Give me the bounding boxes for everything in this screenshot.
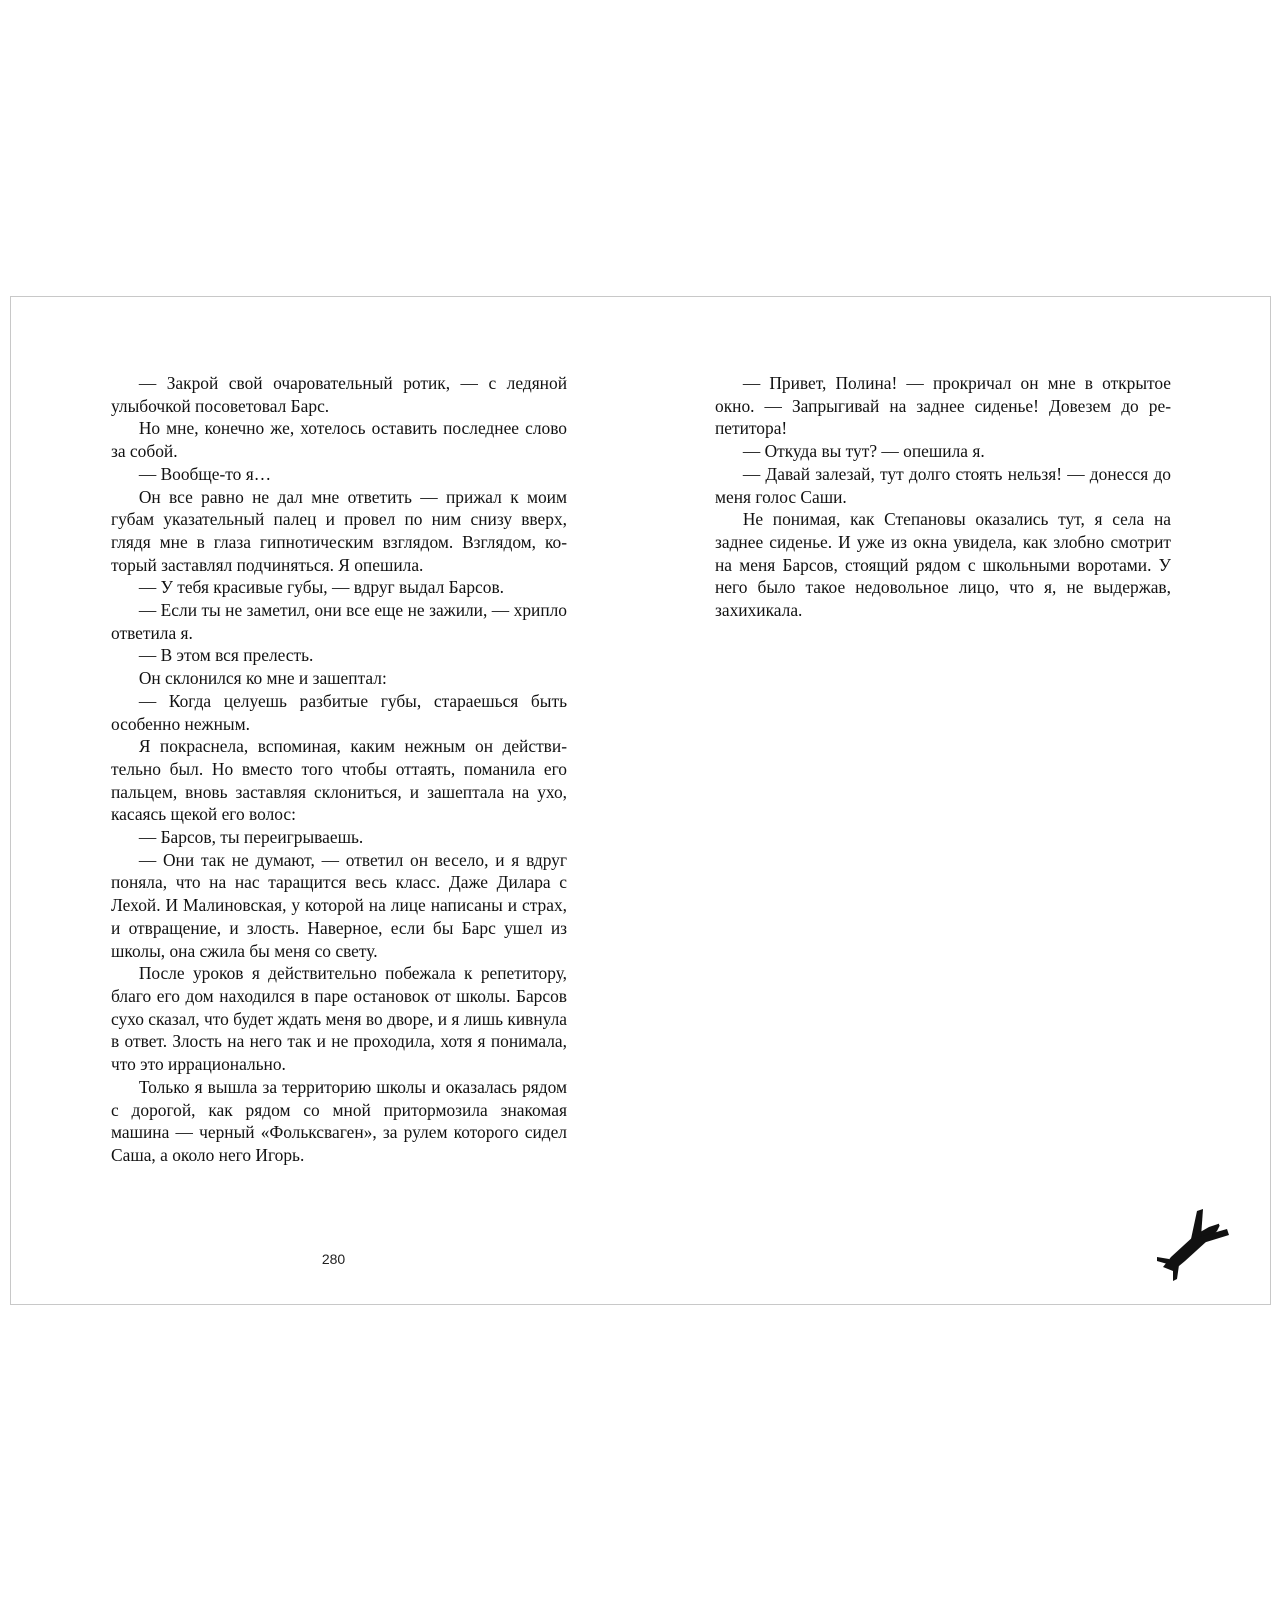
paragraph: Я покраснела, вспоминая, каким нежным он действительно был. Но вместо того чтобы оттаять, поманила его пальцем, вновь заставляя склониться, и зашептала на ухо, касаясь щекой его волос: <box>111 736 567 825</box>
book-spread <box>10 296 1271 1305</box>
paragraph: — Вообще-то я… <box>138 463 272 484</box>
paragraph: Он склонился ко мне и зашептал: <box>138 668 387 689</box>
paragraph: — У тебя красивые губы, — вдруг выдал Барсов. <box>138 577 505 598</box>
paragraph: Не понимая, как Степановы оказались тут, я села на заднее сиденье. И уже из окна увидела, как злобно смотрит на меня Барсов, стоящий рядом с школьными воротами. У него было такое недовольное лицо, что я, не выдержав, захихикала. <box>715 509 1171 621</box>
paragraph: Он все равно не дал мне ответить — прижал к моим губам указательный палец и провел по ним снизу вверх, глядя мне в глаза гипнотическим взглядом. Взглядом, который заставлял подчиняться. Я опешила. <box>111 486 567 575</box>
paragraph: После уроков я действительно побежала к репетитору, благо его дом находился в паре остановок от школы. Барсов сухо сказал, что будет ждать меня во дворе, и я лишь кивнула в ответ. Злость на него так и не проходила, хотя я понимала, что это иррационально. <box>111 963 567 1075</box>
paragraph: — В этом вся прелесть. <box>138 645 314 666</box>
paragraph: — Когда целуешь разбитые губы, стараешься быть особенно нежным. <box>111 690 567 734</box>
right-page-text <box>715 372 1171 622</box>
left-page-text <box>111 372 567 1167</box>
airplane-icon <box>1151 1207 1231 1287</box>
paragraph: — Закрой свой очаровательный ротик, — с ледяной улыбочкой посоветовал Барс. <box>111 373 567 416</box>
paragraph: Но мне, конечно же, хотелось оставить последнее слово за собой. <box>111 418 567 462</box>
page-number: 280 <box>321 1251 346 1267</box>
paragraph: — Давай залезай, тут долго стоять нельзя! — донесся до меня голос Саши. <box>715 463 1171 507</box>
paragraph: — Они так не думают, — ответил он весело, и я вдруг поняла, что на нас таращится весь класс. Даже Дилара с Лехой. И Малиновская, у которой на лице написаны и страх, и отвращение, и злость. Наверное, если бы Барс ушел из школы, она сжила бы меня со свету. <box>111 849 567 961</box>
paragraph: — Если ты не заметил, они все еще не зажили, — хрипло ответила я. <box>111 600 567 643</box>
paragraph: — Барсов, ты переигрываешь. <box>138 827 364 848</box>
paragraph: — Откуда вы тут? — опешила я. <box>742 441 985 462</box>
paragraph: Только я вышла за территорию школы и оказалась рядом с дорогой, как рядом со мной притормозила знакомая машина — черный «Фольксваген», за рулем которого сидел Саша, а около него Игорь. <box>111 1076 567 1165</box>
paragraph: — Привет, Полина! — прокричал он мне в открытое окно. — Запрыгивай на заднее сиденье! Довезем до репетитора! <box>715 373 1171 439</box>
